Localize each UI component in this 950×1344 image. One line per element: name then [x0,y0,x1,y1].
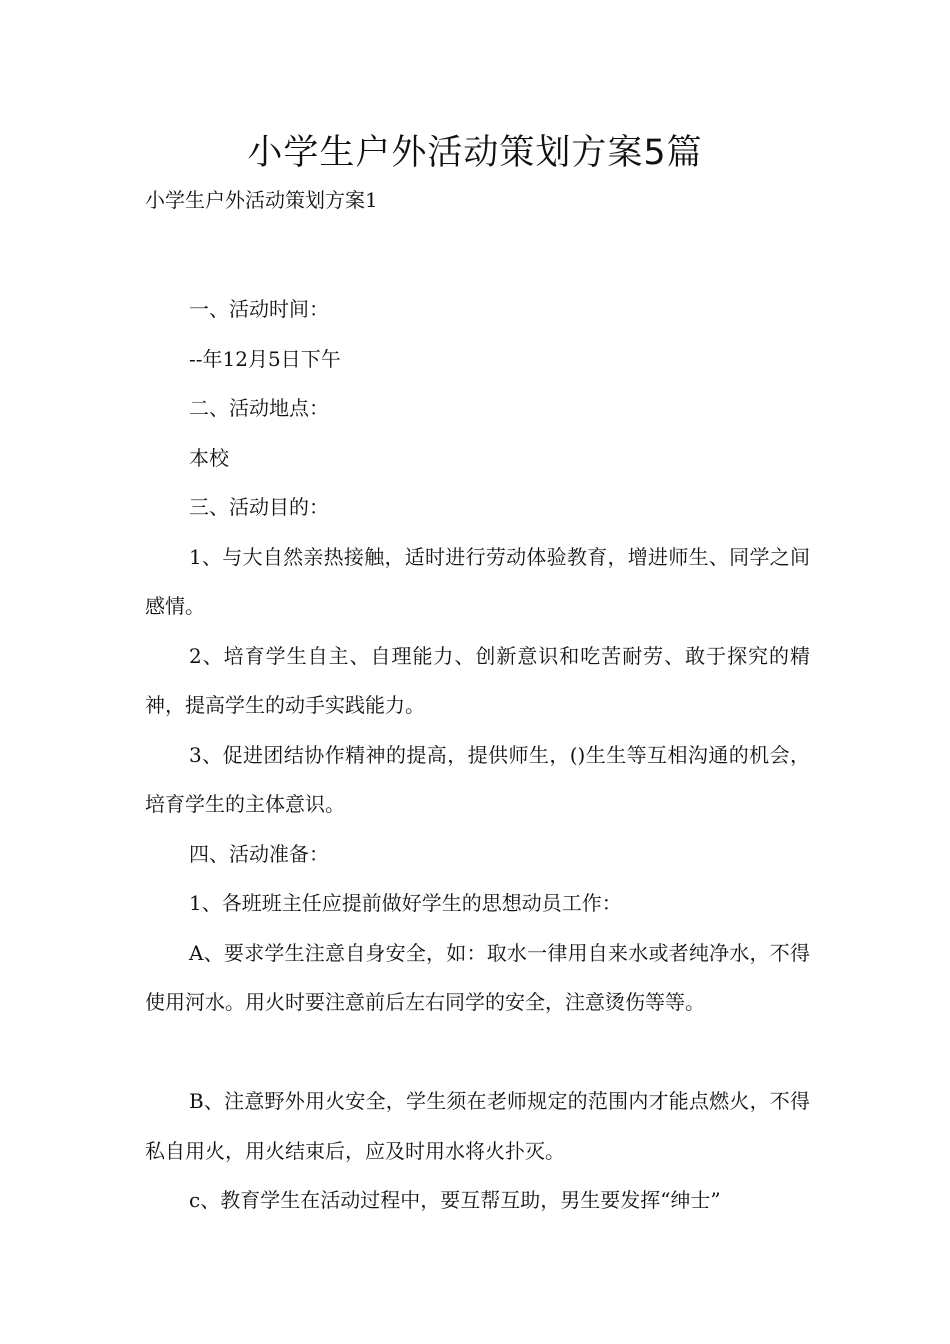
paragraph-preparation-1: 1、各班班主任应提前做好学生的思想动员工作： [189,891,622,915]
document-body [145,285,810,1226]
document-title: 小学生户外活动策划方案5篇 [247,133,703,173]
paragraph-purpose-1: 1、与大自然亲热接触，适时进行劳动体验教育，增进师生、同学之间感情。 [145,544,810,618]
paragraph-activity-time: --年12月5日下午 [189,346,341,371]
paragraph-activity-purpose-heading: 三、活动目的： [189,495,329,519]
paragraph-preparation-a: A、要求学生注意自身安全，如：取水一律用自来水或者纯净水，不得使用河水。用火时要注意前后左右同学的安全，注意烫伤等等。 [145,940,810,1014]
paragraph-preparation-c: c、教育学生在活动过程中，要互帮互助，男生要发挥“绅士” [189,1188,721,1212]
paragraph-activity-location-heading: 二、活动地点： [189,396,329,420]
paragraph-purpose-3: 3、促进团结协作精神的提高，提供师生，()生生等互相沟通的机会，培育学生的主体意识。 [145,742,810,816]
paragraph-activity-location: 本校 [189,445,229,470]
paragraph-preparation-heading: 四、活动准备： [189,841,329,866]
paragraph-activity-time-heading: 一、活动时间： [189,297,329,321]
paragraph-purpose-2: 2、培育学生自主、自理能力、创新意识和吃苦耐劳、敢于探究的精神，提高学生的动手实践能力。 [145,643,810,717]
document-subtitle: 小学生户外活动策划方案1 [145,188,378,212]
paragraph-gap [145,1028,810,1078]
paragraph-preparation-b: B、注意野外用火安全，学生须在老师规定的范围内才能点燃火，不得私自用火，用火结束后，应及时用水将火扑灭。 [145,1089,810,1163]
